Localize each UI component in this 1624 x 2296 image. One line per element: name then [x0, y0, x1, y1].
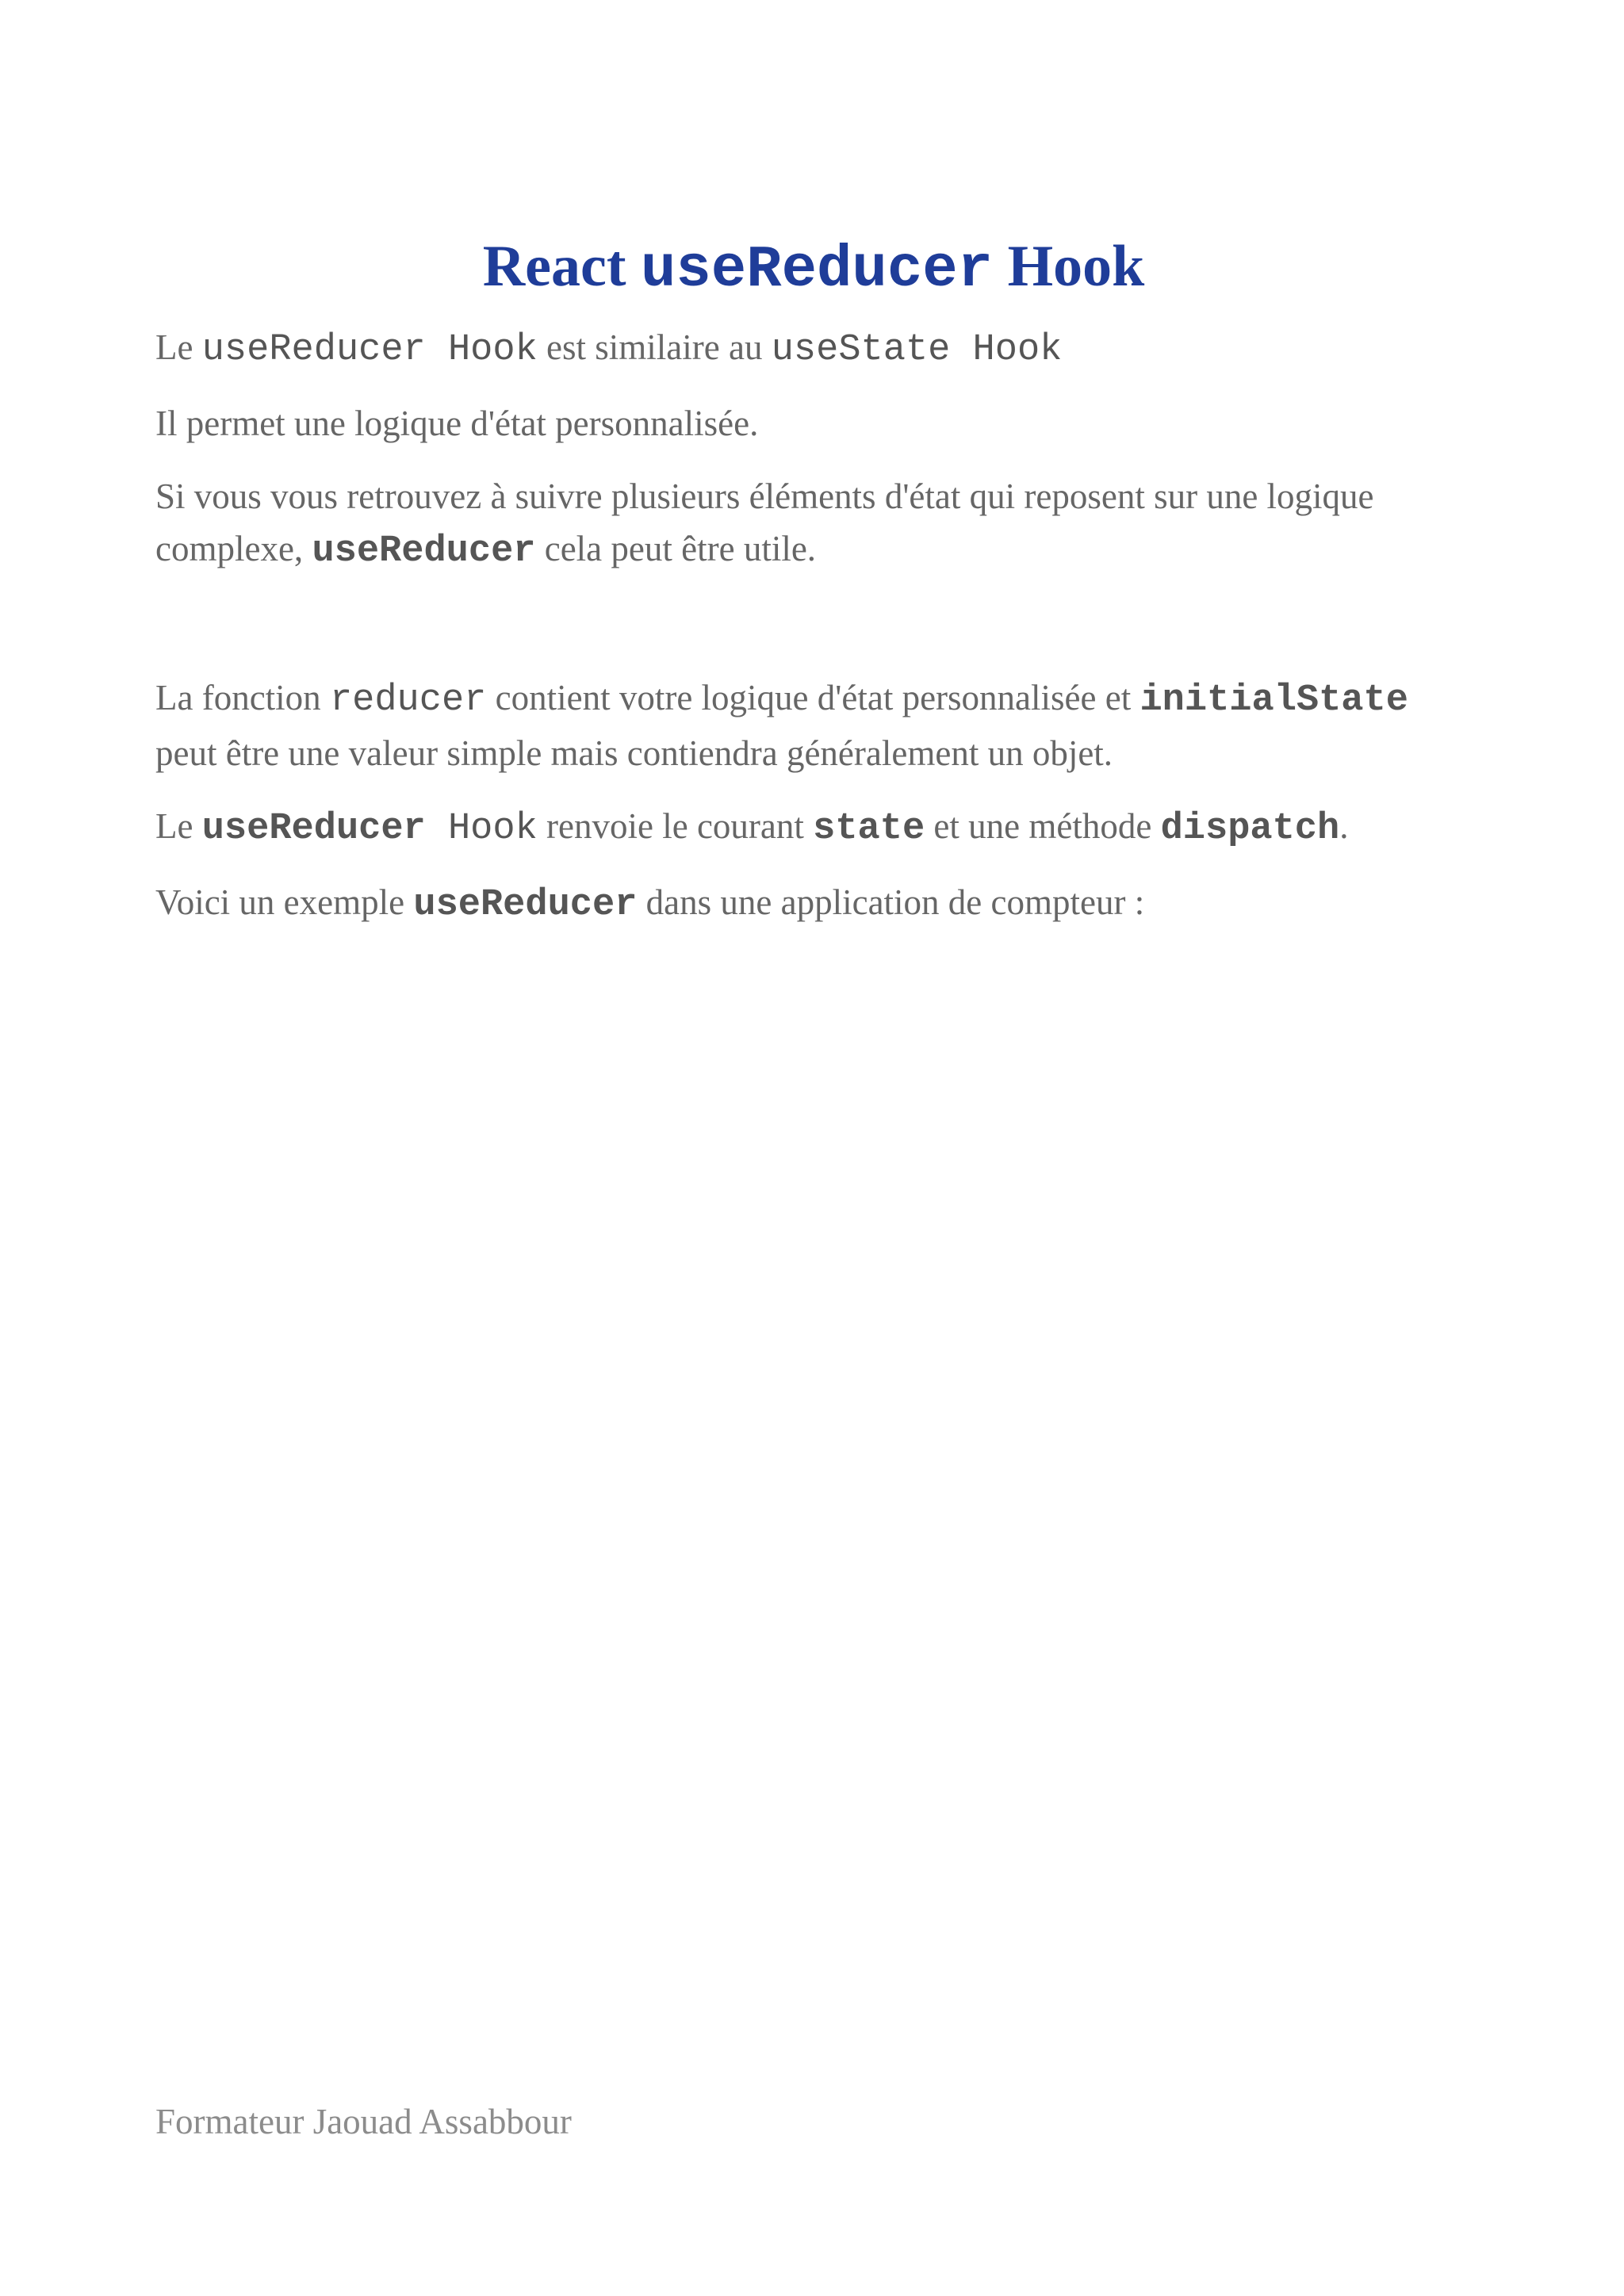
title-text-hook: Hook [993, 234, 1145, 299]
p5-text-4: . [1339, 806, 1349, 846]
p1-text-1: Le [155, 327, 202, 367]
p1-text-2: est similaire au [537, 327, 772, 367]
page-title [155, 230, 1472, 307]
paragraph-example [155, 876, 1472, 932]
p1-code-usestate-hook: useState Hook [771, 329, 1063, 371]
p5-code-dispatch: dispatch [1160, 808, 1340, 850]
p4-text-1: La fonction [155, 678, 330, 718]
p4-code-initialstate: initialState [1139, 679, 1408, 721]
p5-text-2: renvoie le courant [537, 806, 814, 846]
p5-text-3: et une méthode [925, 806, 1161, 846]
p5-code-usereducer: useReducer [201, 808, 426, 850]
p6-code-usereducer: useReducer [413, 884, 638, 926]
p5-text-1: Le [155, 806, 202, 846]
p1-code-usereducer-hook: useReducer Hook [201, 329, 538, 371]
p4-text-3: peut être une valeur simple mais contiendra généralement un objet. [155, 733, 1113, 773]
page-footer: Formateur Jaouad Assabbour [155, 2102, 572, 2141]
document-content [155, 230, 1472, 952]
paragraph-returns [155, 800, 1472, 855]
p3-code-usereducer: useReducer [312, 530, 536, 572]
title-text-react: React [482, 234, 641, 299]
paragraph-custom-logic [155, 397, 1472, 450]
p4-code-reducer: reducer [329, 679, 487, 721]
section-spacer [155, 599, 1472, 672]
paragraph-intro [155, 321, 1472, 377]
p2-text-1: Il permet une logique d'état personnalisée. [155, 404, 759, 443]
p6-text-1: Voici un exemple [155, 882, 414, 922]
p4-text-2: contient votre logique d'état personnalisée et [486, 678, 1140, 718]
p6-text-2: dans une application de compteur : [637, 882, 1145, 922]
paragraph-complex-state [155, 470, 1472, 578]
p5-code-state: state [813, 808, 925, 850]
p3-text-2: cela peut être utile. [535, 529, 817, 568]
p5-code-hook: Hook [425, 808, 538, 850]
p3-text-1: Si vous vous retrouvez à suivre plusieurs éléments d'état qui reposent sur une logique complexe, [155, 476, 1374, 568]
paragraph-reducer-function [155, 672, 1472, 779]
title-code-usereducer: useReducer [640, 237, 994, 304]
